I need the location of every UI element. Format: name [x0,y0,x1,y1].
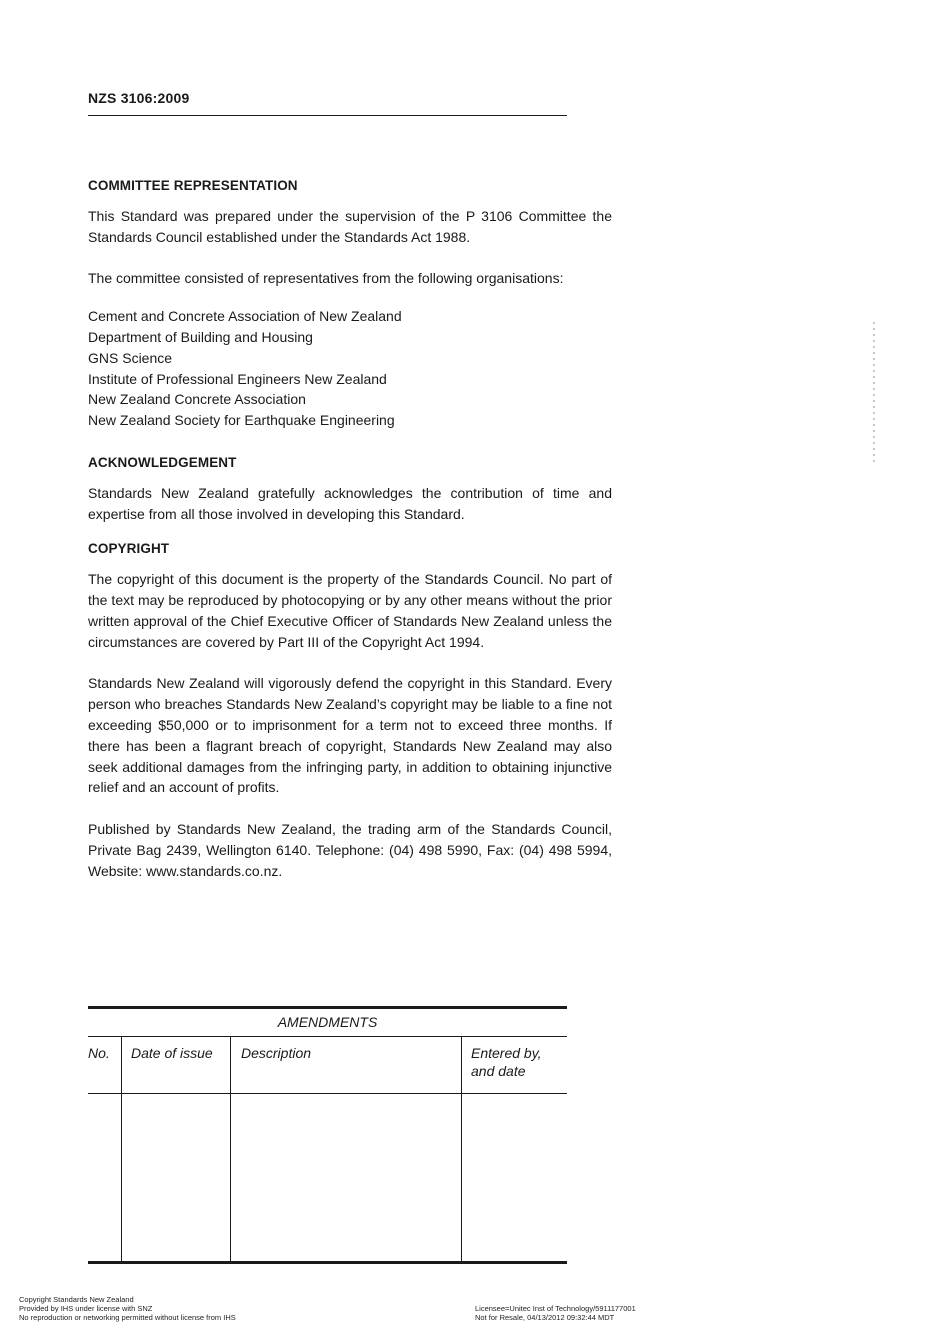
list-item: Institute of Professional Engineers New Zealand [88,370,387,387]
copyright-para-2: Standards New Zealand will vigorously defend the copyright in this Standard. Every person who breaches Standards New Zealand’s copyright may be liable to a fine not exceeding $50,000 or to imprisonment for a term not to exceed three months. If there has been a flagrant breach of copyright, Standards New Zealand may also seek additional damages from the infringing party, in addition to obtaining injunctive relief and an account of profits. [88,675,612,796]
copyright-heading: COPYRIGHT [88,541,170,557]
column-divider [461,1037,462,1261]
organisation-list [88,306,612,431]
acknowledgement-text: Standards New Zealand gratefully acknowledges the contribution of time and expertise from all those involved in developing this Standard. [88,484,612,522]
footer-line: Licensee=Unitec Inst of Technology/5911177001 [475,1304,636,1313]
footer-line: Copyright Standards New Zealand [19,1295,134,1304]
list-item: Department of Building and Housing [88,328,313,345]
footer-line: Provided by IHS under license with SNZ [19,1304,153,1313]
column-header-date: Date of issue [131,1045,213,1061]
list-item: GNS Science [88,349,173,366]
column-header-description: Description [241,1045,312,1061]
committee-consisted: The committee consisted of representatives from the following organisations: [88,270,564,287]
header-row-rule [88,1093,567,1094]
column-divider [230,1037,231,1261]
list-item: Cement and Concrete Association of New Zealand [88,308,402,325]
list-item: New Zealand Concrete Association [88,391,306,408]
copyright-para-3: Published by Standards New Zealand, the trading arm of the Standards Council, Private Bag 2439, Wellington 6140. Telephone: (04) 498 5990, Fax: (04) 498 5994, Website: www.standards.co.nz. [88,821,612,879]
list-item: New Zealand Society for Earthquake Engineering [88,412,395,429]
footer-right [475,1304,636,1322]
copyright-para-1: The copyright of this document is the property of the Standards Council. No part of the text may be reproduced by photocopying or by any other means without the prior written approval of the Chief Executive Officer of Standards New Zealand unless the circumstances are covered by Part III of the Copyright Act 1994. [88,571,612,650]
committee-intro: This Standard was prepared under the supervision of the P 3106 Committee the Standards Council established under the Standards Act 1988. [88,207,612,245]
acknowledgement-section [88,453,612,524]
column-divider [121,1037,122,1261]
committee-heading: COMMITTEE REPRESENTATION [88,178,298,193]
committee-section [88,176,612,431]
page-content [88,176,612,882]
column-header-entered: Entered by, and date [471,1045,542,1079]
copyright-section [88,539,612,881]
amendments-title: AMENDMENTS [88,1009,567,1037]
document-id: NZS 3106:2009 [88,90,190,106]
footer-line: Not for Resale, 04/13/2012 09:32:44 MDT [475,1313,615,1322]
footer-left [19,1295,236,1322]
margin-watermark-mark [873,322,875,462]
footer-line: No reproduction or networking permitted without license from IHS [19,1313,236,1322]
column-header-no: No. [88,1045,110,1061]
header-rule [88,115,567,116]
amendments-table [88,1006,567,1264]
acknowledgement-heading: ACKNOWLEDGEMENT [88,454,237,470]
